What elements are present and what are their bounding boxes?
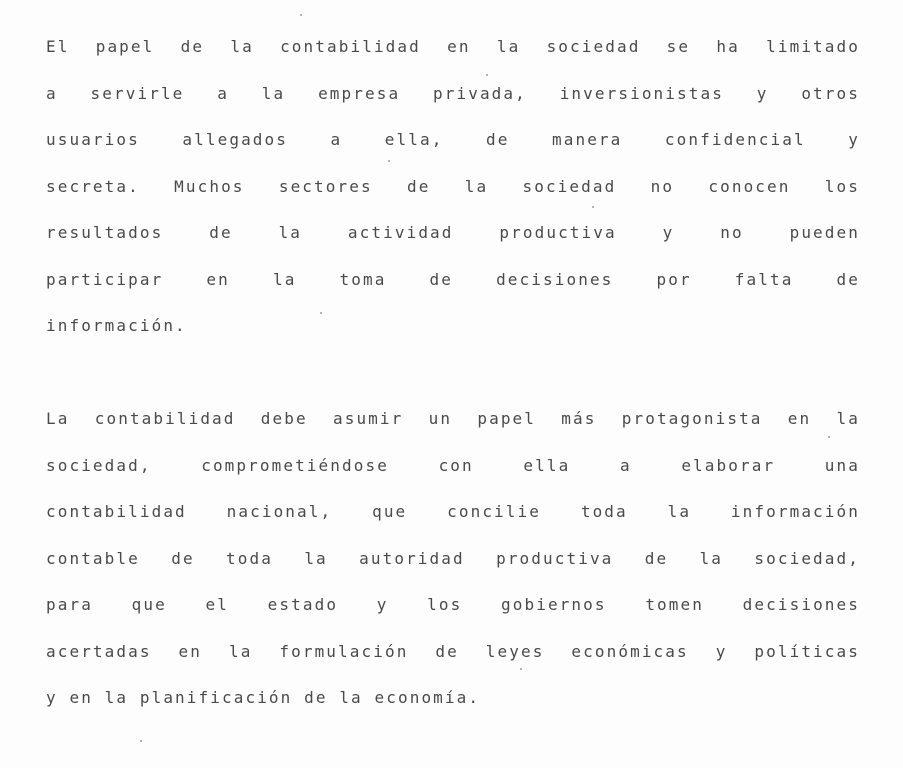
scan-speck: [828, 436, 830, 438]
text-line: acertadas en la formulación de leyes económicas y políticas: [46, 641, 860, 661]
text-line: información.: [46, 316, 187, 335]
scan-speck: [388, 160, 390, 162]
text-line: usuarios allegados a ella, de manera confidencial y: [46, 130, 860, 149]
text-line: El papel de la contabilidad en la sociedad se ha limitado: [46, 37, 860, 56]
scan-speck: [320, 312, 322, 314]
scan-speck: [486, 74, 488, 76]
scan-speck: [520, 668, 522, 670]
text-line: y en la planificación de la economía.: [46, 688, 481, 707]
text-line: contabilidad nacional, que concilie toda la información: [46, 502, 860, 521]
text-line: resultados de la actividad productiva y no pueden: [46, 223, 860, 242]
text-line: para que el estado y los gobiernos tomen decisiones: [46, 595, 860, 614]
text-line: La contabilidad debe asumir un papel más protagonista en la: [46, 409, 860, 428]
text-line: secreta. Muchos sectores de la sociedad no conocen los: [46, 176, 860, 196]
text-line: participar en la toma de decisiones por falta de: [46, 269, 860, 289]
scan-speck: [592, 206, 594, 208]
scan-speck: [300, 14, 302, 16]
scan-speck: [140, 740, 142, 742]
text-line: sociedad, comprometiéndose con ella a elaborar una: [46, 455, 860, 475]
paragraph-2: [46, 396, 860, 722]
text-line: contable de toda la autoridad productiva de la sociedad,: [46, 548, 860, 568]
text-line: a servirle a la empresa privada, inversionistas y otros: [46, 83, 860, 103]
paragraph-1: [46, 24, 860, 350]
